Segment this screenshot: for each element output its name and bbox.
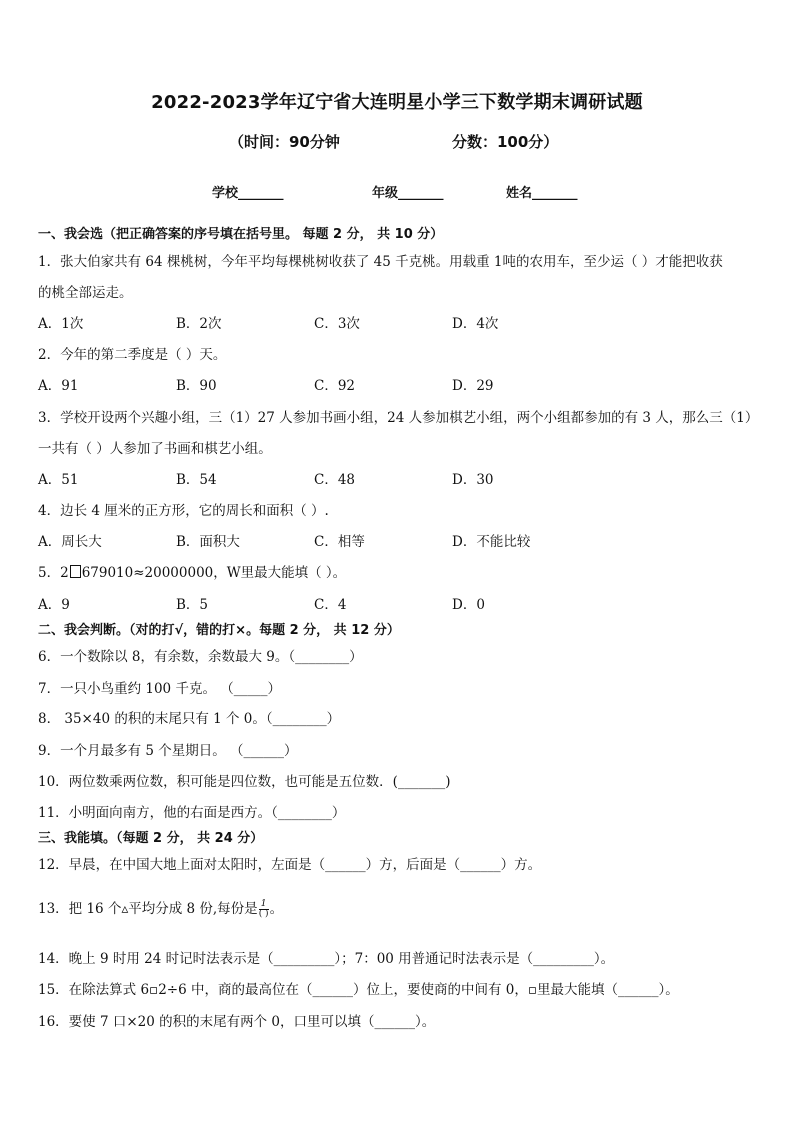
question-16: 16．要使 7 口×20 的积的末尾有两个 0，口里可以填（______）。 — [38, 1014, 436, 1030]
question-7: 7．一只小鸟重约 100 千克。 （_____） — [38, 681, 281, 697]
question-4-option-c: C．相等 — [314, 534, 365, 550]
question-1-line1: 1．张大伯家共有 64 棵桃树，今年平均每棵桃树收获了 45 千克桃。用载重 1吨的农用车，至少运（ ）才能把收获 — [38, 254, 723, 270]
question-4-option-d: D．不能比较 — [452, 534, 531, 550]
fraction-denominator: ( ) — [258, 909, 269, 919]
fraction-numerator: 1 — [259, 900, 269, 910]
question-12: 12．早晨，在中国大地上面对太阳时，左面是（______）方，后面是（______）方。 — [38, 857, 542, 873]
grade-field: 年级_______ — [372, 186, 444, 201]
question-1-option-a: A．1次 — [38, 316, 84, 332]
section-judge-heading: 二、我会判断。（对的打√，错的打×。每题 2 分， 共 12 分） — [38, 623, 400, 638]
question-5-option-c: C．4 — [314, 597, 347, 613]
question-11: 11．小明面向南方，他的右面是西方。（________） — [38, 805, 346, 821]
question-9: 9．一个月最多有 5 个星期日。 （______） — [38, 743, 298, 759]
exam-score: 分数：100分） — [452, 133, 559, 151]
question-2-option-d: D．29 — [452, 378, 494, 394]
question-5-option-a: A．9 — [38, 597, 70, 613]
question-2-option-c: C．92 — [314, 378, 356, 394]
question-5-option-d: D．0 — [452, 597, 485, 613]
question-4-option-a: A．周长大 — [38, 534, 102, 550]
page-title: 2022-2023学年辽宁省大连明星小学三下数学期末调研试题 — [151, 92, 643, 113]
question-1-option-d: D．4次 — [452, 316, 499, 332]
question-1-option-c: C．3次 — [314, 316, 360, 332]
fraction — [259, 900, 269, 919]
blank-box-icon — [70, 565, 81, 578]
exam-time: （时间：90分钟 — [229, 133, 340, 151]
question-15: 15．在除法算式 6▫2÷6 中，商的最高位在（______）位上，要使商的中间有 0，▫里最大能填（______）。 — [38, 982, 679, 998]
school-field: 学校_______ — [212, 186, 284, 201]
question-2: 2．今年的第二季度是（ ）天。 — [38, 347, 227, 363]
question-3-option-b: B．54 — [176, 472, 217, 488]
question-2-option-a: A．91 — [38, 378, 79, 394]
question-13-suffix: 。 — [269, 901, 284, 917]
question-5 — [38, 561, 346, 581]
question-6: 6．一个数除以 8，有余数，余数最大 9。（________） — [38, 649, 363, 665]
question-13 — [38, 897, 283, 919]
question-5-prefix: 5．2 — [38, 565, 69, 581]
question-3-option-c: C．48 — [314, 472, 356, 488]
question-13-prefix: 13．把 16 个▵平均分成 8 份,每份是 — [38, 901, 258, 917]
section-choice-heading: 一、我会选（把正确答案的序号填在括号里。 每题 2 分， 共 10 分） — [38, 227, 444, 242]
question-5-option-b: B．5 — [176, 597, 209, 613]
question-14: 14．晚上 9 时用 24 时记时法表示是（_________）；7：00 用普通记时法表示是（_________）。 — [38, 951, 615, 967]
question-10: 10．两位数乘两位数，积可能是四位数，也可能是五位数．(_______) — [38, 774, 451, 790]
section-fill-heading: 三、我能填。（每题 2 分， 共 24 分） — [38, 831, 264, 846]
question-1-line2: 的桃全部运走。 — [38, 285, 133, 301]
question-4: 4．边长 4 厘米的正方形，它的周长和面积（ ）. — [38, 503, 329, 519]
question-4-option-b: B．面积大 — [176, 534, 240, 550]
question-2-option-b: B．90 — [176, 378, 217, 394]
name-field: 姓名_______ — [506, 186, 578, 201]
question-3-option-a: A．51 — [38, 472, 79, 488]
question-8: 8． 35×40 的积的末尾只有 1 个 0。（________） — [38, 711, 341, 727]
question-1-option-b: B．2次 — [176, 316, 222, 332]
question-3-line2: 一共有（ ）人参加了书画和棋艺小组。 — [38, 441, 272, 457]
question-3-option-d: D．30 — [452, 472, 494, 488]
question-3-line1: 3．学校开设两个兴趣小组，三（1）27 人参加书画小组，24 人参加棋艺小组，两个小组都参加的有 3 人，那么三（1） — [38, 410, 759, 426]
question-5-suffix: 679010≈20000000，W里最大能填（ ）。 — [81, 565, 347, 581]
